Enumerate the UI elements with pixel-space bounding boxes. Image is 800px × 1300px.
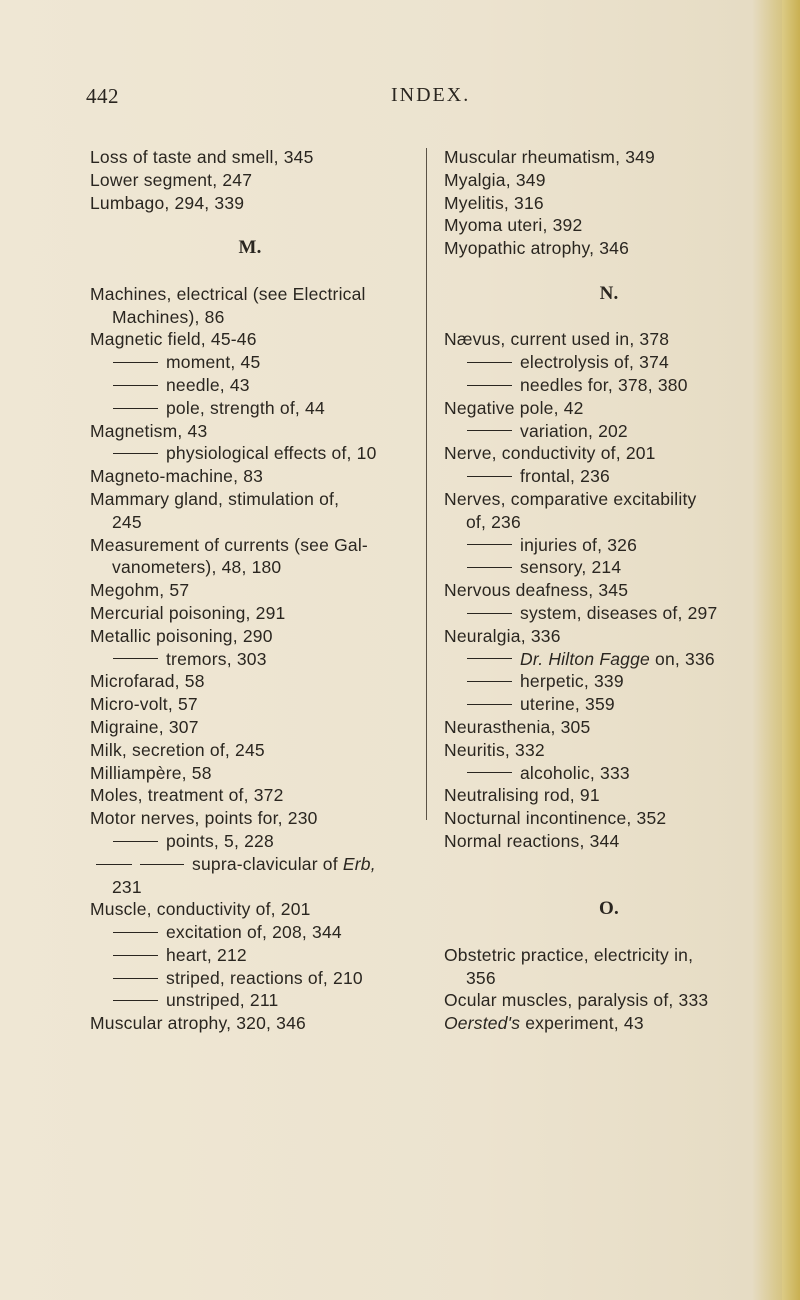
- entry-text: electrolysis of, 374: [520, 352, 669, 373]
- entry-text: on, 336: [649, 648, 715, 669]
- index-entry: [444, 169, 774, 192]
- entry-text: Loss of taste and smell, 345: [90, 147, 314, 167]
- index-subentry: [90, 944, 410, 967]
- entry-text: Myalgia, 349: [444, 169, 546, 190]
- entry-text: Neuralgia, 336: [444, 625, 561, 646]
- index-subentry: [90, 989, 410, 1012]
- entry-text: Migraine, 307: [90, 716, 199, 737]
- entry-text: points, 5, 228: [166, 830, 274, 851]
- index-entry: [90, 488, 410, 511]
- ditto-dash: [467, 544, 512, 545]
- entry-text: physiological effects of, 10: [166, 443, 377, 464]
- entry-text: tremors, 303: [166, 648, 267, 669]
- index-entry: [444, 830, 774, 853]
- entry-text: heart, 212: [166, 944, 247, 965]
- spacer: [90, 260, 410, 283]
- entry-text: Muscular rheumatism, 349: [444, 147, 655, 167]
- ditto-dash: [113, 658, 158, 659]
- entry-text: vanometers), 48, 180: [112, 557, 282, 578]
- entry-text: Obstetric practice, electricity in,: [444, 944, 694, 965]
- index-entry: [90, 807, 410, 830]
- entry-text: alcoholic, 333: [520, 762, 630, 783]
- entry-text: Nævus, current used in, 378: [444, 329, 670, 350]
- entry-text: Milk, secretion of, 245: [90, 739, 265, 760]
- index-entry: [90, 670, 410, 693]
- section-letter-heading: M.: [238, 237, 262, 259]
- index-entry: [90, 283, 410, 306]
- index-entry: [444, 739, 774, 762]
- index-entry: [90, 1012, 410, 1035]
- entry-text: Nocturnal incontinence, 352: [444, 808, 667, 829]
- entry-text: Normal reactions, 344: [444, 830, 620, 851]
- entry-text: herpetic, 339: [520, 671, 624, 692]
- index-subentry: [90, 397, 410, 420]
- entry-text: of, 236: [466, 511, 521, 532]
- entry-text: 245: [112, 511, 142, 532]
- ditto-dash: [113, 362, 158, 363]
- entry-text: Lumbago, 294, 339: [90, 192, 245, 213]
- entry-text: Magnetism, 43: [90, 420, 208, 441]
- index-entry: [444, 807, 774, 830]
- entry-text: Neurasthenia, 305: [444, 716, 591, 737]
- index-entry: [444, 146, 774, 169]
- index-subentry: [444, 693, 774, 716]
- index-entry: [90, 602, 410, 625]
- ditto-dash: [113, 978, 158, 979]
- ditto-dash: [113, 453, 158, 454]
- ditto-dash: [467, 613, 512, 614]
- index-column-left: [90, 146, 410, 1035]
- entry-text: experiment, 43: [520, 1013, 644, 1034]
- ditto-dash: [467, 476, 512, 477]
- index-entry: [90, 192, 410, 215]
- ditto-dash: [467, 430, 512, 431]
- index-entry: [444, 625, 774, 648]
- entry-text: 356: [466, 967, 496, 988]
- index-entry: [444, 192, 774, 215]
- entry-text: Muscle, conductivity of, 201: [90, 899, 311, 920]
- ditto-dash: [467, 385, 512, 386]
- entry-text: supra-clavicular of: [192, 853, 343, 874]
- index-entry: [444, 214, 774, 237]
- entry-text: unstriped, 211: [166, 990, 279, 1011]
- index-entry: [444, 237, 774, 260]
- index-subentry: [90, 648, 410, 671]
- entry-text: frontal, 236: [520, 466, 610, 487]
- index-entry: [90, 739, 410, 762]
- index-entry: [90, 146, 410, 169]
- index-entry-continuation: [90, 306, 410, 329]
- index-entry: [444, 397, 774, 420]
- entry-text: Megohm, 57: [90, 580, 190, 601]
- index-column-right: [444, 146, 774, 1035]
- index-subentry: [90, 351, 410, 374]
- index-entry: [90, 625, 410, 648]
- entry-text: Measurement of currents (see Gal-: [90, 534, 368, 555]
- index-subentry: [444, 534, 774, 557]
- ditto-dash: [113, 932, 158, 933]
- index-entry: [444, 579, 774, 602]
- index-subentry: [444, 374, 774, 397]
- entry-text: Lower segment, 247: [90, 169, 253, 190]
- italic-name: Erb,: [342, 853, 376, 874]
- entry-text: needles for, 378, 380: [520, 374, 688, 395]
- entry-text: Machines, electrical (see Electrical: [90, 283, 366, 304]
- index-entry: [90, 169, 410, 192]
- entry-text: Machines), 86: [112, 306, 225, 327]
- spacer: [444, 876, 774, 899]
- index-entry: [444, 784, 774, 807]
- ditto-dash: [467, 681, 512, 682]
- index-subentry: [444, 648, 774, 671]
- index-entry: [444, 989, 774, 1012]
- ditto-dash: [113, 841, 158, 842]
- index-subentry: [444, 351, 774, 374]
- entry-text: striped, reactions of, 210: [166, 967, 363, 988]
- entry-text: Magnetic field, 45-46: [90, 329, 257, 350]
- entry-text: Muscular atrophy, 320, 346: [90, 1013, 306, 1034]
- entry-text: moment, 45: [166, 352, 261, 373]
- spacer: [444, 260, 774, 283]
- entry-text: Magneto-machine, 83: [90, 466, 264, 487]
- entry-text: uterine, 359: [520, 694, 615, 715]
- entry-text: needle, 43: [166, 374, 250, 395]
- entry-text: Microfarad, 58: [90, 671, 205, 692]
- index-entry: [90, 693, 410, 716]
- index-entry-continuation: [90, 556, 410, 579]
- column-divider: [426, 148, 427, 820]
- index-subentry: [90, 967, 410, 990]
- index-entry: [444, 488, 774, 511]
- page-number: 442: [86, 84, 119, 108]
- index-entry-continuation: [90, 511, 410, 534]
- entry-text: Mammary gland, stimulation of,: [90, 488, 340, 509]
- spacer: [444, 853, 774, 876]
- page-edge: [782, 0, 800, 1300]
- entry-text: pole, strength of, 44: [166, 397, 325, 418]
- index-subentry: [90, 442, 410, 465]
- ditto-dash: [113, 955, 158, 956]
- index-subentry: [90, 853, 410, 876]
- entry-text: Milliampère, 58: [90, 762, 212, 783]
- italic-name: Oersted's: [444, 1013, 521, 1034]
- entry-text: Moles, treatment of, 372: [90, 785, 284, 806]
- ditto-dash: [113, 408, 158, 409]
- index-subentry: [90, 921, 410, 944]
- page-header: [0, 84, 800, 114]
- entry-text: Neutralising rod, 91: [444, 785, 600, 806]
- section-letter-heading: O.: [599, 898, 619, 920]
- ditto-dash: [96, 864, 132, 865]
- ditto-dash: [467, 772, 512, 773]
- index-entry: [90, 328, 410, 351]
- entry-text: injuries of, 326: [520, 534, 638, 555]
- entry-text: variation, 202: [520, 420, 628, 441]
- index-entry: [444, 1012, 774, 1035]
- index-entry: [90, 898, 410, 921]
- index-entry: [90, 579, 410, 602]
- spacer: [444, 306, 774, 329]
- entry-text: system, diseases of, 297: [520, 602, 718, 623]
- ditto-dash: [467, 704, 512, 705]
- index-subentry: [90, 830, 410, 853]
- entry-text: Neuritis, 332: [444, 739, 545, 760]
- index-subentry: [444, 762, 774, 785]
- index-entry: [90, 762, 410, 785]
- entry-text: Nerve, conductivity of, 201: [444, 443, 656, 464]
- entry-text: Myoma uteri, 392: [444, 215, 583, 236]
- entry-text: Metallic poisoning, 290: [90, 625, 273, 646]
- spacer: [90, 214, 410, 237]
- entry-text: Mercurial poisoning, 291: [90, 602, 286, 623]
- index-subentry: [444, 556, 774, 579]
- index-entry-continuation: [444, 511, 774, 534]
- index-subentry: [444, 602, 774, 625]
- index-entry: [444, 442, 774, 465]
- index-entry: [90, 465, 410, 488]
- index-entry: [90, 420, 410, 443]
- entry-text: excitation of, 208, 344: [166, 922, 342, 943]
- entry-text: Myelitis, 316: [444, 192, 544, 213]
- entry-text: Negative pole, 42: [444, 397, 584, 418]
- entry-text: 231: [112, 876, 142, 897]
- entry-text: Motor nerves, points for, 230: [90, 808, 318, 829]
- index-entry-continuation: [444, 967, 774, 990]
- ditto-dash: [113, 385, 158, 386]
- ditto-dash: [467, 567, 512, 568]
- entry-text: Micro-volt, 57: [90, 694, 198, 715]
- index-subentry: [444, 465, 774, 488]
- index-entry: [444, 944, 774, 967]
- index-entry: [444, 716, 774, 739]
- entry-text: Ocular muscles, paralysis of, 333: [444, 990, 709, 1011]
- ditto-dash: [113, 1000, 158, 1001]
- italic-name: Dr. Hilton Fagge: [520, 648, 650, 669]
- entry-text: Nerves, comparative excitability: [444, 488, 697, 509]
- index-subentry: [444, 420, 774, 443]
- section-letter-heading: N.: [599, 282, 619, 304]
- page-title: INDEX.: [391, 84, 471, 106]
- index-subentry: [90, 374, 410, 397]
- entry-text: Nervous deafness, 345: [444, 580, 629, 601]
- index-entry: [90, 716, 410, 739]
- ditto-dash: [467, 362, 512, 363]
- index-entry: [90, 534, 410, 557]
- ditto-dash: [140, 864, 184, 865]
- index-entry: [90, 784, 410, 807]
- entry-text: sensory, 214: [520, 557, 622, 578]
- index-subentry: [444, 670, 774, 693]
- ditto-dash: [467, 658, 512, 659]
- index-entry: [444, 328, 774, 351]
- entry-text: Myopathic atrophy, 346: [444, 238, 630, 259]
- index-entry-continuation: [90, 876, 410, 899]
- spacer: [444, 921, 774, 944]
